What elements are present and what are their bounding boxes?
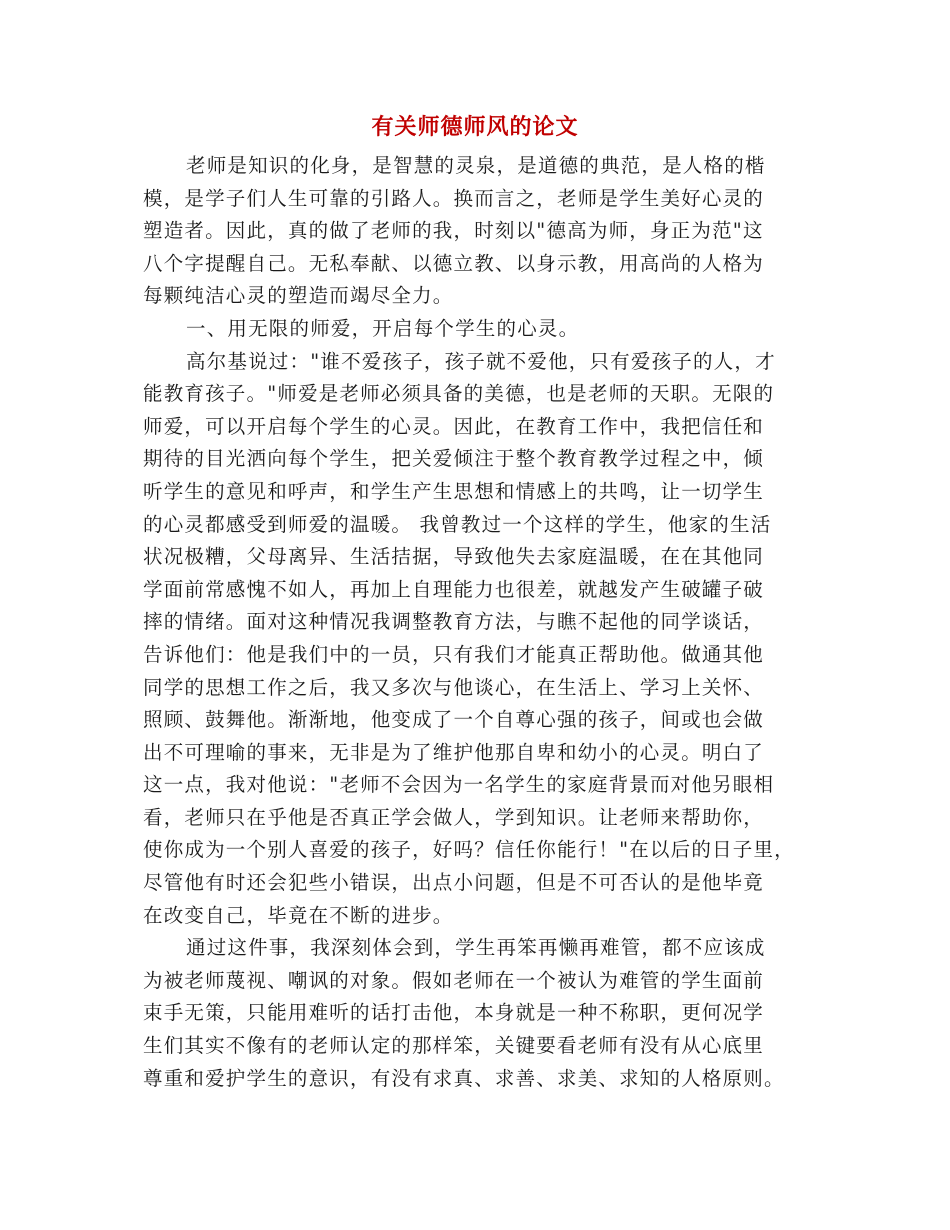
text-line: 束手无策，只能用难听的话打击他，本身就是一种不称职，更何况学 [143,1001,765,1025]
document-body [143,150,813,1095]
text-line: 塑造者。因此，真的做了老师的我，时刻以"德高为师，身正为范"这 [143,219,764,243]
text-line: 使你成为一个别人喜爱的孩子，好吗？信任你能行！"在以后的日子里， [143,838,795,862]
document-title: 有关师德师风的论文 [371,114,579,140]
text-line: 学面前常感愧不如人，再加上自理能力也很差，就越发产生破罐子破 [143,577,765,601]
text-line: 在改变自己，毕竟在不断的进步。 [143,903,454,927]
text-line: 的心灵都感受到师爱的温暖。 我曾教过一个这样的学生，他家的生活 [143,512,772,536]
text-line: 生们其实不像有的老师认定的那样笨，关键要看老师有没有从心底里 [143,1034,765,1058]
text-line: 高尔基说过："谁不爱孩子，孩子就不爱他，只有爱孩子的人，才 [186,349,776,373]
text-line: 尽管他有时还会犯些小错误，出点小问题，但是不可否认的是他毕竟 [143,871,765,895]
text-line: 看，老师只在乎他是否真正学会做人，学到知识。让老师来帮助你， [143,805,765,829]
text-line: 为被老师蔑视、嘲讽的对象。假如老师在一个被认为难管的学生面前 [143,968,765,992]
text-line: 老师是知识的化身，是智慧的灵泉，是道德的典范，是人格的楷 [186,154,766,177]
text-line: 摔的情绪。面对这种情况我调整教育方法，与瞧不起他的同学谈话， [143,610,765,634]
text-line: 期待的目光洒向每个学生，把关爱倾注于整个教育教学过程之中，倾 [143,447,765,471]
text-line: 告诉他们：他是我们中的一员，只有我们才能真正帮助他。做通其他 [143,642,765,666]
text-line: 状况极糟，父母离异、生活拮据，导致他失去家庭温暖，在在其他同 [143,545,765,569]
text-line: 能教育孩子。"师爱是老师必须具备的美德，也是老师的天职。无限的 [143,382,775,406]
text-line: 尊重和爱护学生的意识，有没有求真、求善、求美、求知的人格原则。 [143,1066,785,1090]
text-line: 师爱，可以开启每个学生的心灵。因此，在教育工作中，我把信任和 [143,414,765,438]
text-line: 照顾、鼓舞他。渐渐地，他变成了一个自尊心强的孩子，间或也会做 [143,708,765,732]
text-line: 每颗纯洁心灵的塑造而竭尽全力。 [143,284,454,308]
text-line: 通过这件事，我深刻体会到，学生再笨再懒再难管，都不应该成 [186,936,766,960]
text-line: 同学的思想工作之后，我又多次与他谈心，在生活上、学习上关怀、 [143,675,765,699]
text-line: 模，是学子们人生可靠的引路人。换而言之，老师是学生美好心灵的 [143,186,765,210]
text-line: 这一点，我对他说："老师不会因为一名学生的家庭背景而对他另眼相 [143,773,775,797]
text-line: 一、用无限的师爱，开启每个学生的心灵。 [186,316,580,340]
text-line: 出不可理喻的事来，无非是为了维护他那自卑和幼小的心灵。明白了 [143,740,765,764]
text-line: 听学生的意见和呼声，和学生产生思想和情感上的共鸣，让一切学生 [143,479,765,503]
text-line: 八个字提醒自己。无私奉献、以德立教、以身示教，用高尚的人格为 [143,251,765,275]
